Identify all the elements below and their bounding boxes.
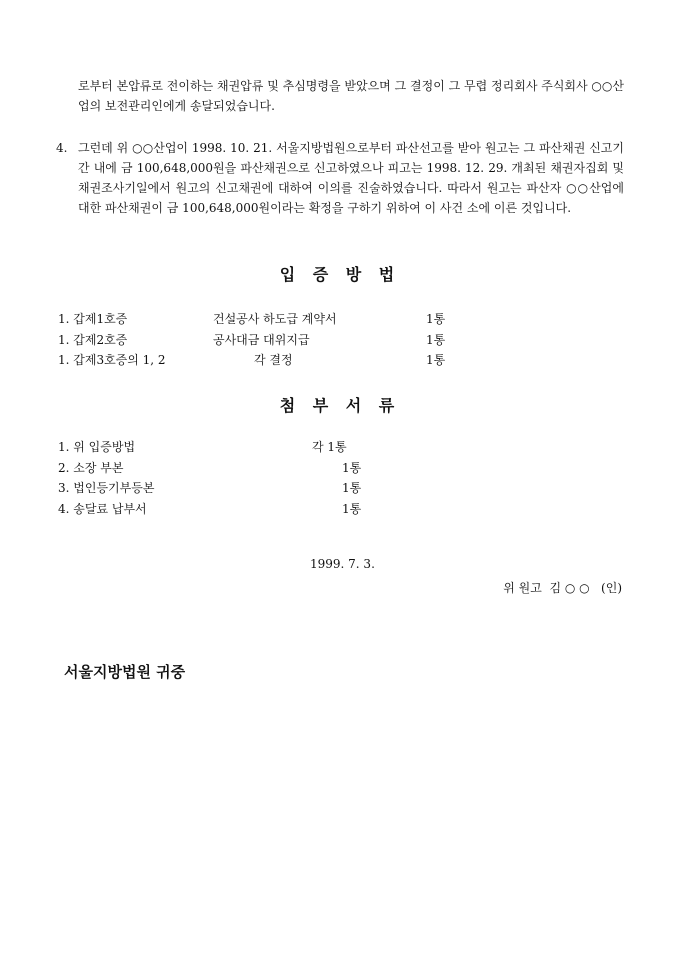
attachment-count: 각 1통 (312, 440, 347, 454)
evidence-count: 1통 (426, 353, 446, 367)
attachments-list (58, 437, 618, 519)
paragraph-4-text: 그런데 위 ○○산업이 1998. 10. 21. 서울지방법원으로부터 파산선고를 받아 원고는 그 파산채권 신고기간 내에 금 100,648,000원을 파산채권으로 신고하였으나 피고는 1998. 12. 29. 개최된 채권자집회 및 채권조사기일에서 원고의 신고채권에 대하여 이의를 진술하였습니다. 따라서 원고는 파산자 ○○산업에 대한 파산채권이 금 100,648,000원이라는 확정을 구하기 위하여 이 사건 소에 이른 것입니다. (78, 141, 624, 215)
evidence-count: 1통 (426, 312, 446, 326)
evidence-desc: 각 결정 (254, 353, 293, 367)
attachment-item (58, 478, 618, 499)
evidence-item (58, 309, 618, 330)
evidence-item (58, 350, 618, 371)
attachment-name: 1. 위 입증방법 (58, 440, 136, 454)
attachment-name: 3. 법인등기부등본 (58, 481, 155, 495)
attachment-item (58, 437, 618, 458)
attachment-name: 2. 소장 부본 (58, 460, 124, 475)
plaintiff-signature: 위 원고 김 ○ ○ (인) (503, 581, 622, 595)
evidence-desc: 공사대금 대위지급 (213, 332, 310, 347)
filing-date: 1999. 7. 3. (310, 557, 375, 571)
evidence-name: 1. 갑제3호증의 1, 2 (58, 353, 166, 367)
attachment-count: 1통 (342, 481, 362, 495)
evidence-heading: 입 증 방 법 (279, 265, 401, 284)
evidence-name: 1. 갑제2호증 (58, 332, 128, 347)
attachment-count: 1통 (342, 501, 362, 516)
attachment-name: 4. 송달료 납부서 (58, 501, 147, 516)
continued-paragraph: 로부터 본압류로 전이하는 채권압류 및 추심명령을 받았으며 그 결정이 그 무렵 정리회사 주식회사 ○○산업의 보전관리인에게 송달되었습니다. (78, 79, 624, 113)
evidence-item (58, 330, 618, 351)
evidence-name: 1. 갑제1호증 (58, 312, 128, 326)
paragraph-4 (56, 138, 624, 218)
evidence-count: 1통 (426, 332, 446, 347)
evidence-list (58, 309, 618, 371)
paragraph-number: 4. (56, 141, 68, 155)
court-addressee: 서울지방법원 귀중 (64, 663, 186, 681)
attachment-item (58, 458, 618, 479)
evidence-desc: 건설공사 하도급 계약서 (213, 312, 337, 326)
attachments-heading: 첨 부 서 류 (279, 396, 401, 415)
attachment-count: 1통 (342, 460, 362, 475)
attachment-item (58, 499, 618, 520)
